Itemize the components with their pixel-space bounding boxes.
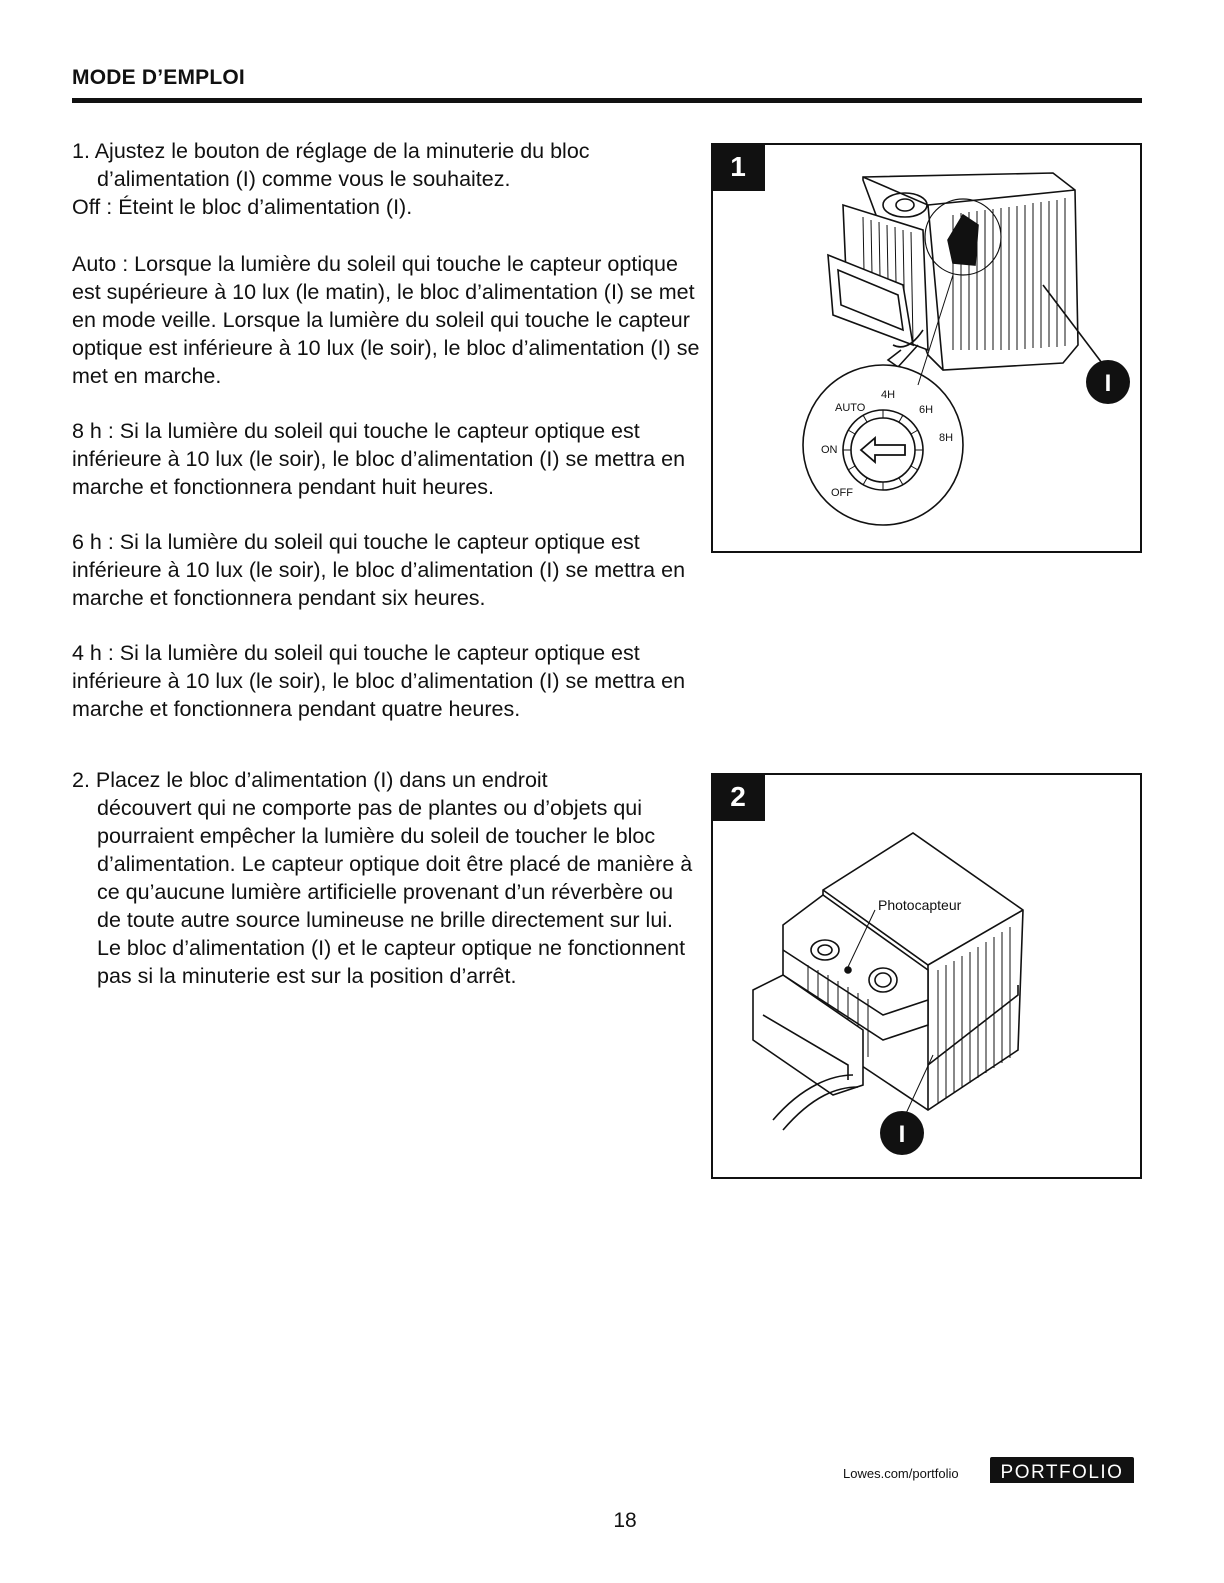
step-1-6h: 6 h : Si la lumière du soleil qui touche le capteur optique est inférieure à 10 lux (le soir), le bloc d’alimentation (I) se mettra en marche et fonctionnera pendant six heures. [72, 530, 686, 610]
dial-label-8h: 8H [939, 432, 954, 444]
footer-url: Lowes.com/portfolio [843, 1466, 959, 1481]
figure-1-number: 1 [711, 143, 765, 191]
dial-label-on: ON [821, 444, 838, 456]
step-1-line-1: 1. Ajustez le bouton de réglage de la minuterie du bloc [72, 139, 590, 163]
figure-1 [711, 143, 1142, 553]
step-1-off: Off : Éteint le bloc d’alimentation (I). [72, 195, 413, 219]
step-2-line-1: 2. Placez le bloc d’alimentation (I) dans un endroit [72, 768, 548, 792]
portfolio-logo: PORTFOLIO [990, 1457, 1134, 1483]
dial-label-6h: 6H [919, 404, 934, 416]
step-2-body: découvert qui ne comporte pas de plantes ou d’objets qui pourraient empêcher la lumière du soleil de toucher le bloc d’alimentation. Le capteur optique doit être placé de manière à ce qu’aucune lumière artificielle provenant d’un réverbère ou de toute autre source lumineuse ne brille directement sur lui. Le bloc d’alimentation (I) et le capteur optique ne fonctionnent pas si la minuterie est sur la position d’arrêt. [97, 796, 693, 988]
dial-label-auto: AUTO [835, 402, 866, 414]
step-2-text [72, 766, 702, 990]
step-1-4h: 4 h : Si la lumière du soleil qui touche le capteur optique est inférieure à 10 lux (le soir), le bloc d’alimentation (I) se mettra en marche et fonctionnera pendant quatre heures. [72, 641, 686, 721]
figure-2 [711, 773, 1142, 1179]
dial-label-off: OFF [831, 487, 853, 499]
step-1-8h: 8 h : Si la lumière du soleil qui touche le capteur optique est inférieure à 10 lux (le soir), le bloc d’alimentation (I) se mettra en marche et fonctionnera pendant huit heures. [72, 419, 686, 499]
photocell-label: Photocapteur [878, 897, 962, 913]
step-1-text [72, 137, 712, 221]
step-1-auto: Auto : Lorsque la lumière du soleil qui touche le capteur optique est supérieure à 10 lux (le matin), le bloc d’alimentation (I) se met en mode veille. Lorsque la lumière du soleil qui touche le capteur optique est inférieure à 10 lux (le soir), le bloc d’alimentation (I) se met en marche. [72, 252, 700, 388]
dial-label-4h: 4H [881, 389, 896, 401]
page-title: MODE D’EMPLOI [72, 66, 245, 89]
step-1-line-2: d’alimentation (I) comme vous le souhaitez. [97, 167, 511, 191]
title-rule [72, 98, 1142, 103]
figure-2-number: 2 [711, 773, 765, 821]
page-number: 18 [613, 1509, 637, 1532]
callout-i-label: I [1104, 370, 1112, 397]
callout-i-label: I [898, 1121, 906, 1148]
power-pack-timer-illustration [713, 145, 1144, 555]
power-pack-placement-illustration [713, 775, 1144, 1181]
